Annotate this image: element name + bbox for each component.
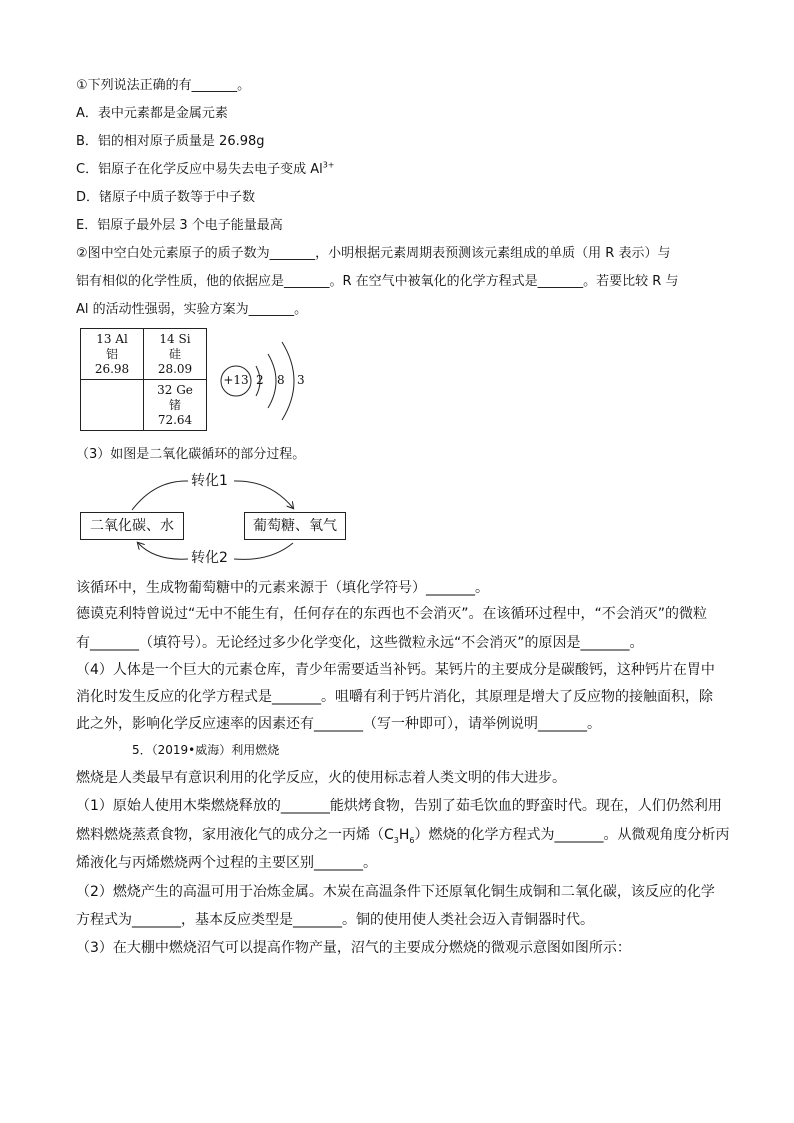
si-name: 硅	[168, 347, 181, 361]
option-b: B．铝的相对原子质量是 26.98g	[76, 134, 265, 149]
option-c-text: C．铝原子在化学反应中易失去电子变成 Al	[76, 162, 323, 177]
option-c-charge: 3+	[322, 160, 335, 170]
option-d: D．锗原子中质子数等于中子数	[76, 190, 256, 205]
transform-1-arrow-end	[234, 481, 293, 508]
nucleus-charge: +13	[223, 373, 249, 387]
paragraph-line: 消化时发生反应的化学方程式是_______。咀嚼有利于钙片消化，其原理是增大了反应物的接触面积，除	[76, 689, 713, 705]
ge-number-symbol: 32 Ge	[157, 383, 193, 397]
question-line: ①下列说法正确的有_______。	[76, 78, 251, 93]
paragraph-line: （4）人体是一个巨大的元素仓库，青少年需要适当补钙。某钙片的主要成分是碳酸钙，这种钙片在胃中	[76, 662, 715, 678]
paragraph-line: 方程式为_______，基本反应类型是_______。铜的使用使人类社会迈入青铜器时代。	[76, 912, 594, 928]
q2-line-1: ②图中空白处元素原子的质子数为_______，小明根据元素周期表预测该元素组成的单质（用 R 表示）与	[76, 246, 671, 261]
paragraph-line: （1）原始人使用木柴燃烧释放的_______能烘烤食物，告别了茹毛饮血的野蛮时代。现在，人们仍然利用	[76, 798, 722, 814]
paragraph-line: （3）在大棚中燃烧沼气可以提高作物产量，沼气的主要成分燃烧的微观示意图如图所示：	[76, 940, 631, 956]
option-e: E．铝原子最外层 3 个电子能量最高	[76, 218, 283, 233]
al-number-symbol: 13 Al	[96, 332, 128, 346]
propene-h-subscript: 6	[409, 835, 415, 845]
ge-name: 锗	[168, 398, 181, 412]
transform-2-arrow-end	[138, 543, 188, 559]
cycle-box-co2-water: 二氧化碳、水	[80, 512, 184, 540]
paragraph-line: 德谟克利特曾说过“无中不能生有，任何存在的东西也不会消灭”。在该循环过程中，“不会消灭”的微粒	[76, 606, 708, 622]
al-mass: 26.98	[94, 362, 130, 376]
transform-1-label: 转化1	[191, 473, 228, 489]
si-number-symbol: 14 Si	[159, 332, 191, 346]
si-mass: 28.09	[157, 362, 193, 376]
ge-mass: 72.64	[157, 413, 193, 427]
propene-h: H	[398, 827, 410, 843]
shell-1-count: 2	[256, 373, 264, 387]
option-a: A．表中元素都是金属元素	[76, 106, 228, 121]
shell-3-count: 3	[297, 373, 305, 387]
q2-line-2: 铝有相似的化学性质，他的依据应是_______。R 在空气中被氧化的化学方程式是_______。若要比较 R 与	[76, 274, 679, 289]
al-name: 铝	[105, 347, 118, 361]
propene-c-subscript: 3	[393, 835, 399, 845]
paragraph-line: 燃烧是人类最早有意识利用的化学反应，火的使用标志着人类文明的伟大进步。	[76, 770, 566, 786]
paragraph-line: 烯液化与丙烯燃烧两个过程的主要区别_______。	[76, 855, 377, 871]
propene-text-a: 燃料燃烧蒸煮食物，家用液化气的成分之一丙烯（C	[76, 827, 394, 843]
q2-line-3: Al 的活动性强弱，实验方案为_______。	[76, 302, 308, 317]
transform-2-label: 转化2	[191, 550, 228, 566]
transform-1-arrow	[132, 481, 188, 510]
q5-title: 5．（2019•威海）利用燃烧	[132, 743, 280, 757]
q3-line: （3）如图是二氧化碳循环的部分过程。	[76, 447, 306, 462]
propene-text-c: ）燃烧的化学方程式为_______。从微观角度分析丙	[414, 827, 730, 843]
paragraph-line: （2）燃烧产生的高温可用于冶炼金属。木炭在高温条件下还原氧化铜生成铜和二氧化碳，该反应的化学	[76, 884, 715, 900]
paragraph-line	[76, 825, 730, 845]
paragraph-line: 该循环中，生成物葡萄糖中的元素来源于（填化学符号）_______。	[76, 580, 489, 596]
shell-2-count: 8	[277, 373, 285, 387]
paragraph-line: 有_______（填符号）。无论经过多少化学变化，这些微粒永远“不会消灭”的原因是_______。	[76, 635, 644, 651]
cycle-box-glucose-oxygen: 葡萄糖、氧气	[244, 512, 346, 540]
paragraph-line: 此之外，影响化学反应速率的因素还有_______（写一种即可），请举例说明_______。	[76, 716, 601, 732]
transform-2-arrow	[234, 543, 293, 559]
